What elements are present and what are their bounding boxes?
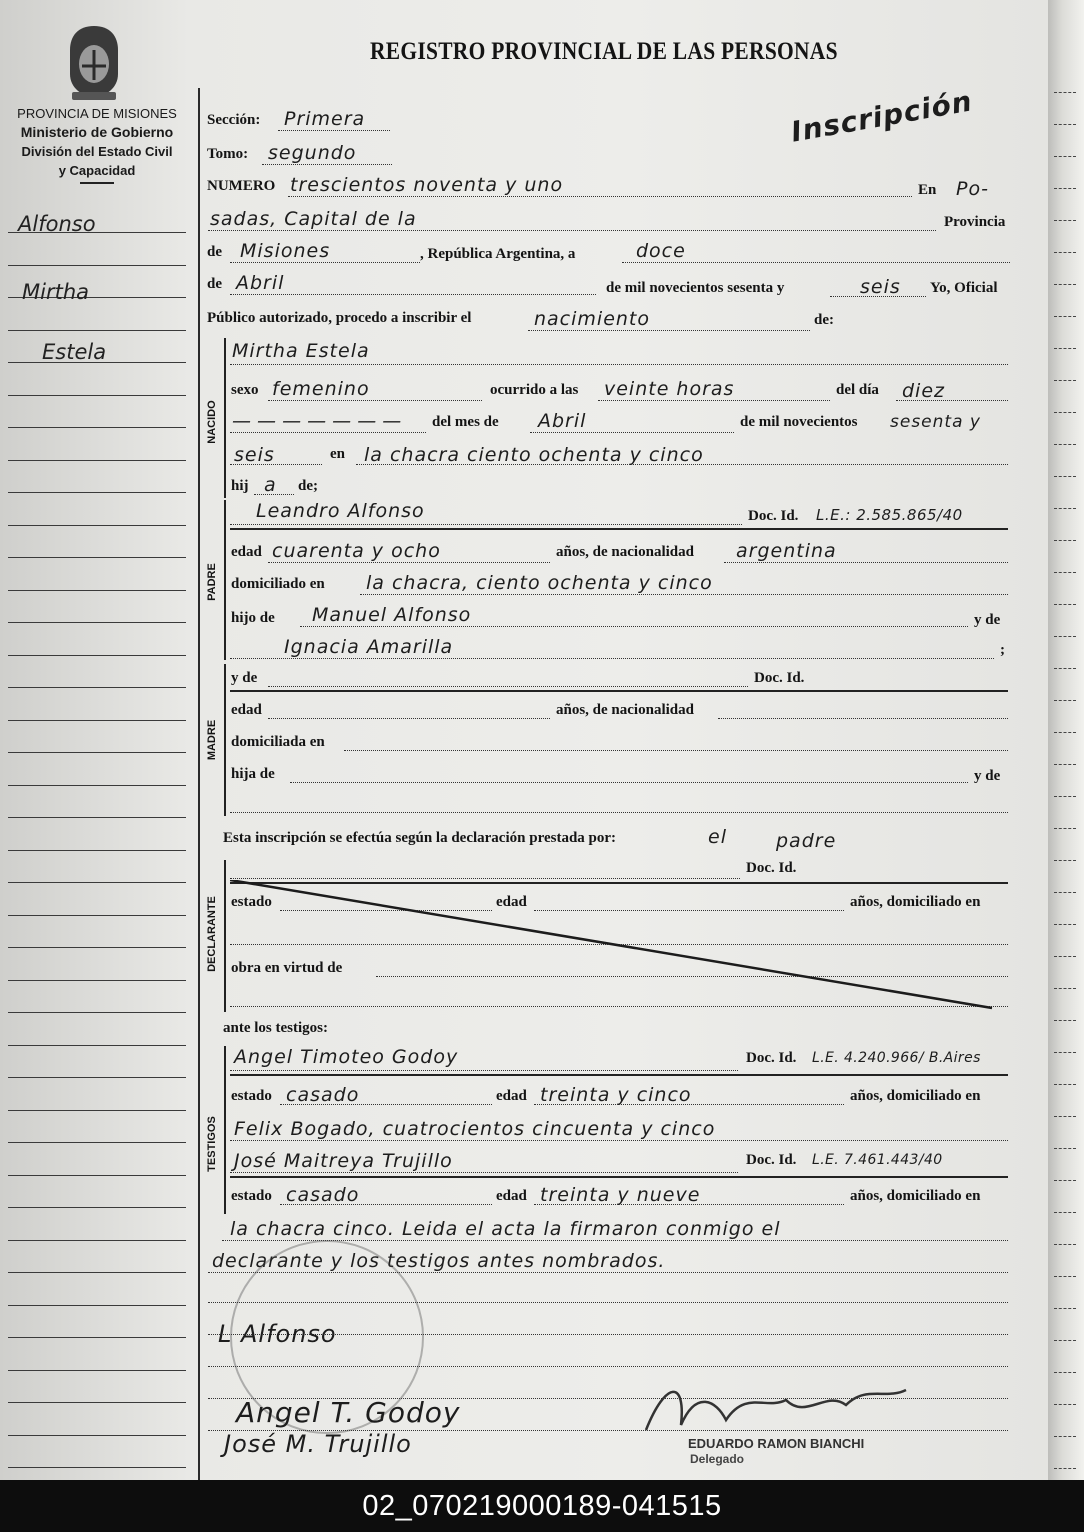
stub-ruled-line	[8, 460, 186, 461]
nacido-dia-value: diez	[902, 380, 946, 402]
testigo1-dom-line	[230, 1140, 1008, 1141]
nacido-lugar-line	[356, 464, 1008, 465]
seccion-label: Sección:	[207, 112, 261, 128]
stub-ruled-line	[8, 395, 186, 396]
document-title: REGISTRO PROVINCIAL DE LAS PERSONAS	[370, 38, 838, 65]
acto-value: nacimiento	[534, 308, 651, 330]
stub-second-name: Estela	[42, 340, 107, 364]
madre-section-label: MADRE	[206, 719, 218, 761]
stub-ruled-line	[8, 882, 186, 883]
edge-ruled-line	[1054, 828, 1076, 829]
stub-ruled-line	[8, 1435, 186, 1436]
mes-value: Abril	[236, 272, 285, 294]
testigos-intro-label: ante los testigos:	[223, 1020, 328, 1036]
edge-ruled-line	[1054, 924, 1076, 925]
agency-division: División del Estado Civil	[21, 144, 173, 159]
edge-ruled-line	[1054, 1116, 1076, 1117]
padre-hijo-value: Manuel Alfonso	[312, 604, 472, 626]
seccion-value: Primera	[284, 108, 366, 130]
registered-annotation: Inscripción	[788, 84, 975, 149]
agency-divider	[80, 182, 114, 184]
stub-ruled-line	[8, 1207, 186, 1208]
madre-yde-label: y de	[231, 670, 258, 686]
declarante-intro-value-1: el	[708, 826, 727, 848]
stub-ruled-lines	[8, 190, 188, 1470]
republica-label: , República Argentina, a	[420, 246, 576, 262]
official-role: Delegado	[690, 1452, 745, 1466]
numero-value: trescientos noventa y uno	[290, 174, 564, 196]
signature-declarante: L Alfonso	[218, 1320, 337, 1348]
testigo1-name-line	[230, 1070, 738, 1071]
padre-name: Leandro Alfonso	[256, 500, 425, 522]
stub-ruled-line	[8, 1467, 186, 1468]
padre-doc-value: L.E.: 2.585.865/40	[816, 506, 963, 524]
nacido-name-line	[230, 364, 1008, 365]
del-dia-label: del día	[836, 382, 879, 398]
padre-section-label: PADRE	[206, 563, 218, 601]
stub-ruled-line	[8, 915, 186, 916]
edge-ruled-line	[1054, 476, 1076, 477]
edge-ruled-line	[1054, 764, 1076, 765]
testigo1-dom-label: años, domiciliado en	[850, 1088, 981, 1104]
stub-ruled-line	[8, 1012, 186, 1013]
edge-ruled-line	[1054, 540, 1076, 541]
anio-label: de mil novecientos sesenta y	[606, 280, 785, 296]
sexo-line	[268, 400, 482, 401]
mes-line	[230, 294, 596, 295]
testigo1-estado-label: estado	[231, 1088, 272, 1104]
padre-dom-label: domiciliado en	[231, 576, 325, 592]
tomo-label: Tomo:	[207, 146, 249, 162]
stub-ruled-line	[8, 655, 186, 656]
stub-ruled-line	[8, 785, 186, 786]
padre-madre-line	[230, 658, 994, 659]
stub-ruled-line	[8, 1370, 186, 1371]
edge-ruled-line	[1054, 1436, 1076, 1437]
stub-ruled-line	[8, 817, 186, 818]
sexo-value: femenino	[272, 378, 370, 400]
testigo2-estado-value: casado	[286, 1184, 360, 1206]
publico-label: Público autorizado, procedo a inscribir el	[207, 310, 472, 326]
edge-ruled-line	[1054, 1372, 1076, 1373]
edge-ruled-line	[1054, 252, 1076, 253]
stub-ruled-line	[8, 1240, 186, 1241]
madre-edad-line	[268, 718, 550, 719]
edge-ruled-line	[1054, 1148, 1076, 1149]
madre-bracket	[224, 664, 226, 816]
stub-divider	[198, 88, 200, 1480]
de3-label: de:	[814, 312, 834, 328]
madre-edad-label: edad	[231, 702, 262, 718]
en-value-2: sadas, Capital de la	[210, 208, 417, 230]
edge-ruled-line	[1054, 124, 1076, 125]
testigo1-edad-value: treinta y cinco	[540, 1084, 692, 1106]
testigo2-doc-value: L.E. 7.461.443/40	[812, 1152, 943, 1168]
nacido-mes-line	[530, 432, 734, 433]
padre-yde-label: y de	[974, 612, 1001, 628]
scan-footer-code: 02_070219000189-041515	[0, 1480, 1084, 1532]
madre-blank-line	[230, 812, 1008, 813]
padre-hijo-label: hijo de	[231, 610, 275, 626]
edge-ruled-line	[1054, 348, 1076, 349]
edge-ruled-line	[1054, 1084, 1076, 1085]
declarante-bracket	[224, 860, 226, 1012]
testigo1-edad-label: edad	[496, 1088, 527, 1104]
madre-nac-label: años, de nacionalidad	[556, 702, 694, 718]
padre-madre-value: Ignacia Amarilla	[284, 636, 454, 658]
testigo2-doc-label: Doc. Id.	[746, 1152, 797, 1168]
edge-ruled-line	[1054, 316, 1076, 317]
oficial-label: Yo, Oficial	[930, 280, 998, 296]
nacido-blank-line	[230, 432, 426, 433]
padre-nac-value: argentina	[736, 540, 837, 562]
numero-label: NUMERO	[207, 178, 276, 194]
stub-ruled-line	[8, 687, 186, 688]
testigo2-edad-value: treinta y nueve	[540, 1184, 701, 1206]
edge-ruled-line	[1054, 668, 1076, 669]
padre-name-line	[230, 524, 742, 525]
edge-ruled-line	[1054, 444, 1076, 445]
stub-ruled-line	[8, 265, 186, 266]
stub-ruled-line	[8, 1272, 186, 1273]
madre-doc-label: Doc. Id.	[754, 670, 805, 686]
hora-line	[598, 400, 830, 401]
edge-ruled-line	[1054, 1340, 1076, 1341]
testigo2-dom-label: años, domiciliado en	[850, 1188, 981, 1204]
edge-ruled-line	[1054, 508, 1076, 509]
testigo2-estado-line	[280, 1204, 492, 1205]
testigo1-name: Angel Timoteo Godoy	[234, 1046, 459, 1068]
provincia-label: Provincia	[944, 214, 1006, 230]
padre-nac-label: años, de nacionalidad	[556, 544, 694, 560]
padre-doc-label: Doc. Id.	[748, 508, 799, 524]
dia-line	[622, 262, 1010, 263]
nacido-anio-line	[230, 464, 322, 465]
edge-ruled-line	[1054, 412, 1076, 413]
edge-ruled-line	[1054, 188, 1076, 189]
testigo1-estado-value: casado	[286, 1084, 360, 1106]
anio-line	[830, 296, 926, 297]
city-line	[208, 230, 936, 231]
madre-hija-label: hija de	[231, 766, 275, 782]
stub-ruled-line	[8, 1175, 186, 1176]
declarante-estado-label: estado	[231, 894, 272, 910]
numero-line	[288, 196, 912, 197]
nacido-anio-value-2: seis	[234, 444, 275, 466]
next-page-edge	[1048, 0, 1084, 1480]
padre-edad-line	[268, 562, 550, 563]
edge-ruled-line	[1054, 1244, 1076, 1245]
sexo-label: sexo	[231, 382, 259, 398]
edge-ruled-line	[1054, 1212, 1076, 1213]
provincia-line	[230, 262, 420, 263]
anio-value: seis	[860, 276, 901, 298]
declarante-dom-label: años, domiciliado en	[850, 894, 981, 910]
edge-ruled-line	[1054, 1308, 1076, 1309]
testigo2-rule	[230, 1176, 1008, 1178]
testigo2-edad-line	[534, 1204, 844, 1205]
tomo-value: segundo	[268, 142, 357, 164]
edge-ruled-line	[1054, 284, 1076, 285]
stub-ruled-line	[8, 590, 186, 591]
padre-rule	[230, 528, 1008, 530]
edge-ruled-line	[1054, 572, 1076, 573]
hij-de-label: de;	[298, 478, 318, 494]
en-value-1: Po-	[956, 178, 989, 200]
declarante-obra-label: obra en virtud de	[231, 960, 343, 976]
testigo2-name-line	[230, 1172, 738, 1173]
nacido-mil-label: de mil novecientos	[740, 414, 858, 430]
signature-testigo-1: Angel T. Godoy	[236, 1396, 461, 1429]
edge-ruled-line	[1054, 988, 1076, 989]
madre-nac-line	[718, 718, 1008, 719]
edge-ruled-line	[1054, 860, 1076, 861]
nacido-name: Mirtha Estela	[232, 340, 370, 362]
de2-label: de	[207, 276, 222, 292]
ocurrido-label: ocurrido a las	[490, 382, 579, 398]
declarante-strike-line	[230, 880, 1010, 1012]
agency-province: PROVINCIA DE MISIONES	[17, 106, 177, 121]
edge-ruled-line	[1054, 956, 1076, 957]
dia-value: doce	[636, 240, 686, 262]
stub-ruled-line	[8, 1045, 186, 1046]
provincia-value: Misiones	[240, 240, 331, 262]
declarante-doc-label: Doc. Id.	[746, 860, 797, 876]
agency-capacity: y Capacidad	[58, 163, 136, 178]
hij-value: a	[264, 474, 277, 496]
stub-ruled-line	[8, 850, 186, 851]
stub-ruled-line	[8, 557, 186, 558]
edge-ruled-line	[1054, 700, 1076, 701]
stub-ruled-line	[8, 427, 186, 428]
nacido-mes-label: del mes de	[432, 414, 499, 430]
testigo2-edad-label: edad	[496, 1188, 527, 1204]
madre-dom-label: domiciliada en	[231, 734, 325, 750]
testigo1-edad-line	[534, 1104, 844, 1105]
nacido-dia-line	[896, 400, 1008, 401]
testigo1-doc-value: L.E. 4.240.966/ B.Aires	[812, 1050, 981, 1066]
testigo2-name: José Maitreya Trujillo	[234, 1150, 453, 1172]
de-label: de	[207, 244, 222, 260]
edge-ruled-line	[1054, 604, 1076, 605]
stub-ruled-line	[8, 1402, 186, 1403]
testigos-bracket	[224, 1046, 226, 1214]
stub-ruled-line	[8, 622, 186, 623]
nacido-anio-value-1: sesenta y	[890, 412, 981, 432]
declarante-intro-label: Esta inscripción se efectúa según la declaración prestada por:	[223, 830, 617, 846]
stub-ruled-line	[8, 980, 186, 981]
edge-ruled-line	[1054, 796, 1076, 797]
padre-hijo-line	[300, 626, 968, 627]
testigo1-dom-value: Felix Bogado, cuatrocientos cincuenta y cinco	[234, 1118, 716, 1140]
nacido-section-label: NACIDO	[206, 400, 218, 444]
edge-ruled-line	[1054, 1020, 1076, 1021]
closing-statement: declarante y los testigos antes nombrados.	[212, 1250, 666, 1272]
declarante-edad-label: edad	[496, 894, 527, 910]
testigo1-doc-label: Doc. Id.	[746, 1050, 797, 1066]
edge-ruled-line	[1054, 636, 1076, 637]
agency-header	[4, 104, 190, 184]
edge-ruled-line	[1054, 156, 1076, 157]
en-label: En	[918, 182, 937, 198]
padre-dom-value: la chacra, ciento ochenta y cinco	[366, 572, 713, 594]
edge-ruled-line	[1054, 1052, 1076, 1053]
padre-semicolon: ;	[1000, 642, 1005, 658]
hij-label: hij	[231, 478, 249, 494]
edge-ruled-line	[1054, 1468, 1076, 1469]
nacido-bracket	[224, 338, 226, 498]
edge-ruled-line	[1054, 92, 1076, 93]
madre-rule	[230, 690, 1008, 692]
stub-ruled-line	[8, 947, 186, 948]
testigo2-dom-value: la chacra cinco. Leida el acta la firmaron conmigo el	[230, 1218, 781, 1240]
stub-ruled-line	[8, 492, 186, 493]
edge-ruled-line	[1054, 732, 1076, 733]
nacido-blank-fill: — — — — — — —	[232, 410, 402, 432]
stub-surname: Alfonso	[18, 212, 96, 236]
stub-first-name: Mirtha	[22, 280, 89, 304]
stub-ruled-line	[8, 525, 186, 526]
padre-nac-line	[724, 562, 1008, 563]
stub-ruled-line	[8, 1110, 186, 1111]
agency-ministry: Ministerio de Gobierno	[20, 124, 174, 140]
stub-ruled-line	[8, 720, 186, 721]
padre-edad-value: cuarenta y ocho	[272, 540, 441, 562]
edge-ruled-line	[1054, 380, 1076, 381]
stub-ruled-line	[8, 1142, 186, 1143]
edge-ruled-line	[1054, 1276, 1076, 1277]
stub-ruled-line	[8, 330, 186, 331]
declarante-section-label: DECLARANTE	[206, 896, 218, 972]
nacido-mes-value: Abril	[538, 410, 587, 432]
seccion-line	[278, 130, 390, 131]
edge-ruled-line	[1054, 1180, 1076, 1181]
padre-edad-label: edad	[231, 544, 262, 560]
nacido-en-label: en	[330, 446, 345, 462]
coat-of-arms-icon	[60, 22, 128, 102]
madre-dom-line	[344, 750, 1008, 751]
hij-line	[254, 494, 294, 495]
edge-ruled-line	[1054, 1404, 1076, 1405]
edge-ruled-line	[1054, 892, 1076, 893]
stub-ruled-line	[8, 1305, 186, 1306]
madre-yde2-label: y de	[974, 768, 1001, 784]
tomo-line	[262, 164, 392, 165]
official-name: EDUARDO RAMON BIANCHI	[688, 1436, 865, 1451]
nacido-lugar: la chacra ciento ochenta y cinco	[364, 444, 704, 466]
stub-ruled-line	[8, 1077, 186, 1078]
madre-hija-line	[290, 782, 968, 783]
acto-line	[528, 330, 810, 331]
declarante-intro-value-2: padre	[776, 830, 837, 852]
stub-ruled-line	[8, 1337, 186, 1338]
testigo1-estado-line	[280, 1104, 492, 1105]
testigo2-estado-label: estado	[231, 1188, 272, 1204]
stub-ruled-line	[8, 752, 186, 753]
hora-value: veinte horas	[604, 378, 735, 400]
padre-bracket	[224, 500, 226, 660]
testigo1-rule	[230, 1074, 1008, 1076]
padre-dom-line	[360, 594, 1008, 595]
testigos-section-label: TESTIGOS	[206, 1116, 218, 1172]
madre-name-line	[268, 686, 748, 687]
declarante-name-line	[230, 878, 740, 879]
edge-ruled-line	[1054, 220, 1076, 221]
signature-testigo-2: José M. Trujillo	[224, 1430, 412, 1458]
